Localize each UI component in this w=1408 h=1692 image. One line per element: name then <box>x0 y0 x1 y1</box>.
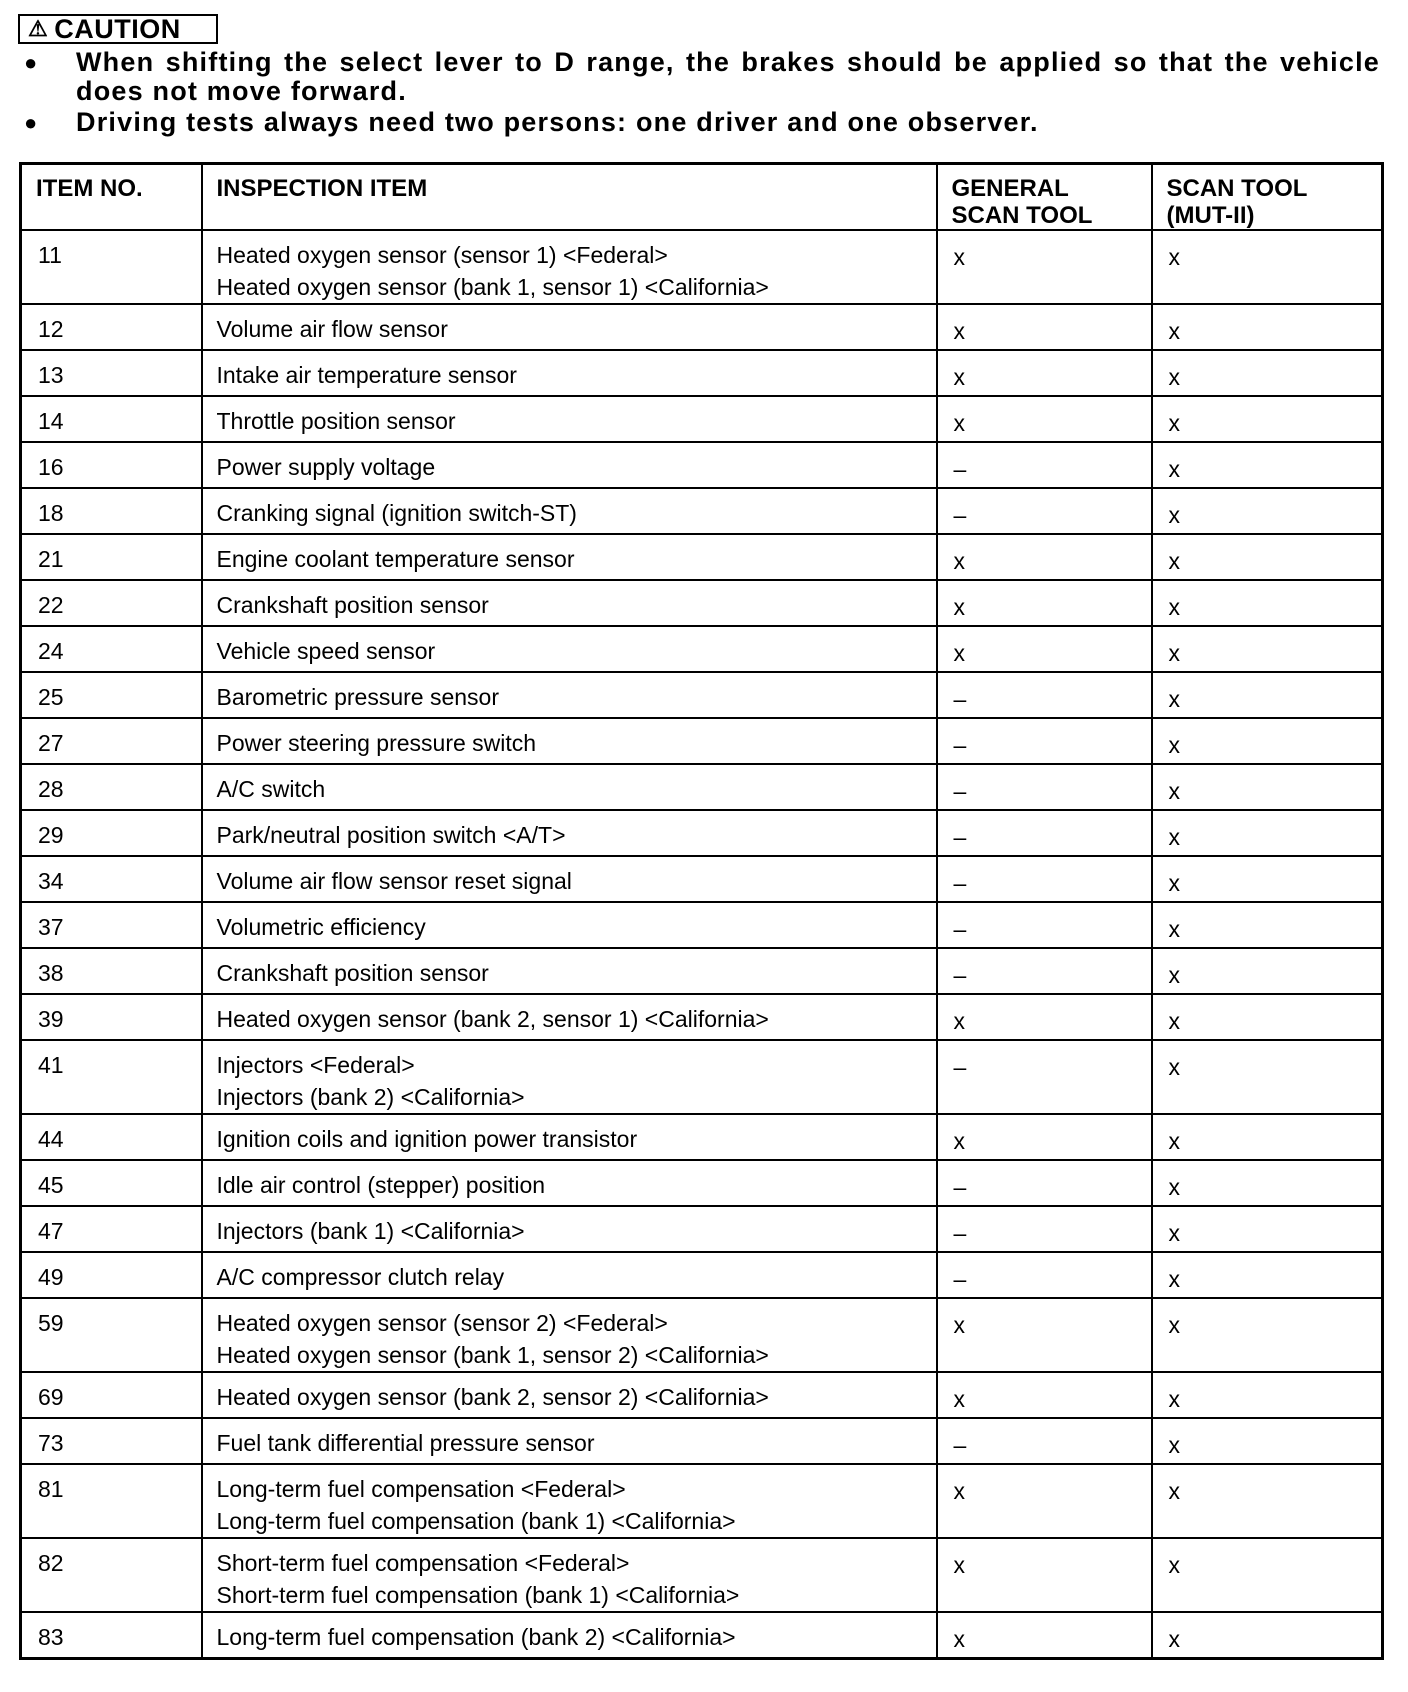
caution-bullet-text: Driving tests always need two persons: one driver and one observer. <box>76 107 1039 137</box>
inspection-item-line: Heated oxygen sensor (bank 1, sensor 2) <California> <box>216 1342 769 1368</box>
mut-scan-tool-cell: x <box>1152 764 1383 810</box>
warning-triangle-icon: ⚠ <box>28 16 49 41</box>
inspection-item-line: Power supply voltage <box>216 454 436 480</box>
general-scan-tool-cell: x <box>937 230 1152 304</box>
mut-scan-tool-cell: x <box>1152 1538 1383 1612</box>
mut-scan-tool-cell: x <box>1152 626 1383 672</box>
caution-bullets <box>18 48 1380 139</box>
table-row <box>21 534 1383 580</box>
item-no-cell: 14 <box>21 396 202 442</box>
mut-scan-tool-cell: x <box>1152 230 1383 304</box>
general-scan-tool-cell: x <box>937 396 1152 442</box>
inspection-item-cell <box>202 672 937 718</box>
table-row <box>21 948 1383 994</box>
mut-scan-tool-cell: x <box>1152 672 1383 718</box>
mut-scan-tool-cell: x <box>1152 1464 1383 1538</box>
item-no-cell: 24 <box>21 626 202 672</box>
header-line: SCAN TOOL <box>1166 175 1308 202</box>
inspection-item-cell <box>202 1372 937 1418</box>
item-no-cell: 41 <box>21 1040 202 1114</box>
general-scan-tool-cell: x <box>937 994 1152 1040</box>
inspection-item-cell <box>202 230 937 304</box>
inspection-item-cell <box>202 442 937 488</box>
inspection-item-line: Park/neutral position switch <A/T> <box>216 822 566 848</box>
item-no-cell: 47 <box>21 1206 202 1252</box>
inspection-item-cell <box>202 1464 937 1538</box>
table-row <box>21 626 1383 672</box>
item-no-cell: 44 <box>21 1114 202 1160</box>
inspection-item-cell <box>202 396 937 442</box>
inspection-item-cell <box>202 304 937 350</box>
inspection-item-line: A/C switch <box>216 776 326 802</box>
general-scan-tool-cell: x <box>937 626 1152 672</box>
item-no-cell: 25 <box>21 672 202 718</box>
table-row <box>21 1298 1383 1372</box>
table-row <box>21 994 1383 1040</box>
inspection-item-line: Short-term fuel compensation <Federal> <box>216 1550 630 1576</box>
table-row <box>21 1160 1383 1206</box>
inspection-item-cell <box>202 902 937 948</box>
item-no-cell: 81 <box>21 1464 202 1538</box>
inspection-item-cell <box>202 948 937 994</box>
general-scan-tool-cell: – <box>937 902 1152 948</box>
bullet-dot-icon: ● <box>24 50 39 75</box>
inspection-item-cell <box>202 764 937 810</box>
table-row <box>21 856 1383 902</box>
item-no-cell: 21 <box>21 534 202 580</box>
item-no-cell: 45 <box>21 1160 202 1206</box>
mut-scan-tool-cell: x <box>1152 488 1383 534</box>
general-scan-tool-cell: – <box>937 718 1152 764</box>
general-scan-tool-cell: x <box>937 1114 1152 1160</box>
general-scan-tool-cell: x <box>937 1612 1152 1658</box>
inspection-item-line: Long-term fuel compensation (bank 2) <California> <box>216 1624 736 1650</box>
inspection-item-line: A/C compressor clutch relay <box>216 1264 505 1290</box>
inspection-item-cell <box>202 488 937 534</box>
table-row <box>21 1114 1383 1160</box>
caution-bullet <box>18 108 1380 137</box>
table-header-row <box>21 164 1383 231</box>
general-scan-tool-cell: – <box>937 672 1152 718</box>
inspection-item-line: Ignition coils and ignition power transistor <box>216 1126 638 1152</box>
general-scan-tool-cell: x <box>937 1298 1152 1372</box>
inspection-item-cell <box>202 1418 937 1464</box>
mut-scan-tool-cell: x <box>1152 396 1383 442</box>
inspection-item-line: Long-term fuel compensation <Federal> <box>216 1476 626 1502</box>
inspection-item-cell <box>202 1040 937 1114</box>
mut-scan-tool-cell: x <box>1152 304 1383 350</box>
inspection-item-line: Short-term fuel compensation (bank 1) <California> <box>216 1582 740 1608</box>
item-no-cell: 37 <box>21 902 202 948</box>
inspection-item-line: Intake air temperature sensor <box>216 362 517 388</box>
inspection-item-cell <box>202 580 937 626</box>
inspection-item-line: Heated oxygen sensor (bank 2, sensor 1) <California> <box>216 1006 769 1032</box>
table-row <box>21 1252 1383 1298</box>
inspection-item-cell <box>202 626 937 672</box>
item-no-cell: 49 <box>21 1252 202 1298</box>
table-row <box>21 810 1383 856</box>
mut-scan-tool-cell: x <box>1152 810 1383 856</box>
inspection-item-line: Power steering pressure switch <box>216 730 537 756</box>
item-no-cell: 29 <box>21 810 202 856</box>
item-no-cell: 18 <box>21 488 202 534</box>
item-no-cell: 59 <box>21 1298 202 1372</box>
inspection-item-cell <box>202 1298 937 1372</box>
caution-label <box>18 14 218 44</box>
inspection-item-cell <box>202 856 937 902</box>
mut-scan-tool-cell: x <box>1152 1372 1383 1418</box>
item-no-cell: 34 <box>21 856 202 902</box>
item-no-cell: 28 <box>21 764 202 810</box>
table-row <box>21 672 1383 718</box>
bullet-dot-icon: ● <box>24 110 39 135</box>
general-scan-tool-cell: – <box>937 810 1152 856</box>
table-row <box>21 304 1383 350</box>
general-scan-tool-cell: – <box>937 488 1152 534</box>
table-row <box>21 580 1383 626</box>
table-row <box>21 1464 1383 1538</box>
item-no-cell: 69 <box>21 1372 202 1418</box>
table-row <box>21 1372 1383 1418</box>
inspection-item-cell <box>202 1206 937 1252</box>
mut-scan-tool-cell: x <box>1152 1252 1383 1298</box>
general-scan-tool-cell: – <box>937 1252 1152 1298</box>
header-scan-tool-mut <box>1152 164 1383 231</box>
mut-scan-tool-cell: x <box>1152 994 1383 1040</box>
mut-scan-tool-cell: x <box>1152 1206 1383 1252</box>
item-no-cell: 82 <box>21 1538 202 1612</box>
inspection-item-line: Crankshaft position sensor <box>216 960 489 986</box>
mut-scan-tool-cell: x <box>1152 856 1383 902</box>
general-scan-tool-cell: – <box>937 948 1152 994</box>
table-row <box>21 230 1383 304</box>
inspection-item-line: Heated oxygen sensor (bank 1, sensor 1) <California> <box>216 274 769 300</box>
table-row <box>21 1206 1383 1252</box>
mut-scan-tool-cell: x <box>1152 902 1383 948</box>
general-scan-tool-cell: x <box>937 1538 1152 1612</box>
inspection-item-cell <box>202 718 937 764</box>
table-row <box>21 442 1383 488</box>
inspection-item-line: Vehicle speed sensor <box>216 638 436 664</box>
inspection-item-cell <box>202 810 937 856</box>
item-no-cell: 83 <box>21 1612 202 1658</box>
caution-text: CAUTION <box>54 13 181 44</box>
table-row <box>21 718 1383 764</box>
inspection-item-line: Volume air flow sensor reset signal <box>216 868 572 894</box>
header-inspection-item: INSPECTION ITEM <box>202 164 937 231</box>
mut-scan-tool-cell: x <box>1152 1418 1383 1464</box>
inspection-item-line: Heated oxygen sensor (sensor 2) <Federal> <box>216 1310 668 1336</box>
header-general-scan-tool <box>937 164 1152 231</box>
item-no-cell: 13 <box>21 350 202 396</box>
item-no-cell: 39 <box>21 994 202 1040</box>
inspection-item-cell <box>202 994 937 1040</box>
general-scan-tool-cell: x <box>937 350 1152 396</box>
inspection-item-cell <box>202 1612 937 1658</box>
general-scan-tool-cell: x <box>937 1464 1152 1538</box>
inspection-item-line: Heated oxygen sensor (bank 2, sensor 2) <California> <box>216 1384 769 1410</box>
item-no-cell: 12 <box>21 304 202 350</box>
table-row <box>21 1418 1383 1464</box>
inspection-item-line: Fuel tank differential pressure sensor <box>216 1430 595 1456</box>
item-no-cell: 16 <box>21 442 202 488</box>
general-scan-tool-cell: – <box>937 1160 1152 1206</box>
table-row <box>21 764 1383 810</box>
header-line: (MUT-II) <box>1166 202 1255 229</box>
item-no-cell: 27 <box>21 718 202 764</box>
inspection-item-line: Injectors (bank 2) <California> <box>216 1084 525 1110</box>
general-scan-tool-cell: – <box>937 1206 1152 1252</box>
inspection-item-line: Barometric pressure sensor <box>216 684 499 710</box>
inspection-item-cell <box>202 1160 937 1206</box>
table-row <box>21 1612 1383 1658</box>
inspection-item-line: Idle air control (stepper) position <box>216 1172 546 1198</box>
inspection-item-cell <box>202 1538 937 1612</box>
mut-scan-tool-cell: x <box>1152 1114 1383 1160</box>
general-scan-tool-cell: – <box>937 442 1152 488</box>
inspection-item-line: Heated oxygen sensor (sensor 1) <Federal> <box>216 242 668 268</box>
table-row <box>21 1040 1383 1114</box>
general-scan-tool-cell: – <box>937 856 1152 902</box>
inspection-table <box>19 162 1384 1660</box>
inspection-item-line: Throttle position sensor <box>216 408 456 434</box>
inspection-item-line: Crankshaft position sensor <box>216 592 489 618</box>
inspection-item-line: Volumetric efficiency <box>216 914 426 940</box>
general-scan-tool-cell: – <box>937 1418 1152 1464</box>
mut-scan-tool-cell: x <box>1152 350 1383 396</box>
item-no-cell: 11 <box>21 230 202 304</box>
inspection-item-line: Long-term fuel compensation (bank 1) <California> <box>216 1508 736 1534</box>
table-row <box>21 1538 1383 1612</box>
mut-scan-tool-cell: x <box>1152 948 1383 994</box>
inspection-item-cell <box>202 350 937 396</box>
mut-scan-tool-cell: x <box>1152 718 1383 764</box>
general-scan-tool-cell: – <box>937 1040 1152 1114</box>
item-no-cell: 22 <box>21 580 202 626</box>
header-line: GENERAL <box>951 175 1069 202</box>
general-scan-tool-cell: – <box>937 764 1152 810</box>
inspection-item-cell <box>202 1252 937 1298</box>
caution-bullet-text: When shifting the select lever to D range, the brakes should be applied so that the vehicle does not move forward. <box>76 47 1380 106</box>
caution-bullet <box>18 48 1380 106</box>
table-row <box>21 350 1383 396</box>
item-no-cell: 38 <box>21 948 202 994</box>
mut-scan-tool-cell: x <box>1152 1040 1383 1114</box>
general-scan-tool-cell: x <box>937 1372 1152 1418</box>
table-row <box>21 396 1383 442</box>
inspection-item-line: Volume air flow sensor <box>216 316 448 342</box>
header-line: SCAN TOOL <box>951 202 1093 229</box>
mut-scan-tool-cell: x <box>1152 534 1383 580</box>
inspection-item-cell <box>202 534 937 580</box>
general-scan-tool-cell: x <box>937 534 1152 580</box>
item-no-cell: 73 <box>21 1418 202 1464</box>
mut-scan-tool-cell: x <box>1152 580 1383 626</box>
inspection-item-line: Injectors (bank 1) <California> <box>216 1218 525 1244</box>
general-scan-tool-cell: x <box>937 304 1152 350</box>
general-scan-tool-cell: x <box>937 580 1152 626</box>
mut-scan-tool-cell: x <box>1152 1298 1383 1372</box>
mut-scan-tool-cell: x <box>1152 1160 1383 1206</box>
inspection-item-line: Engine coolant temperature sensor <box>216 546 575 572</box>
mut-scan-tool-cell: x <box>1152 1612 1383 1658</box>
inspection-item-line: Cranking signal (ignition switch-ST) <box>216 500 577 526</box>
inspection-item-cell <box>202 1114 937 1160</box>
table-row <box>21 902 1383 948</box>
inspection-item-line: Injectors <Federal> <box>216 1052 415 1078</box>
table-row <box>21 488 1383 534</box>
header-item-no: ITEM NO. <box>21 164 202 231</box>
mut-scan-tool-cell: x <box>1152 442 1383 488</box>
